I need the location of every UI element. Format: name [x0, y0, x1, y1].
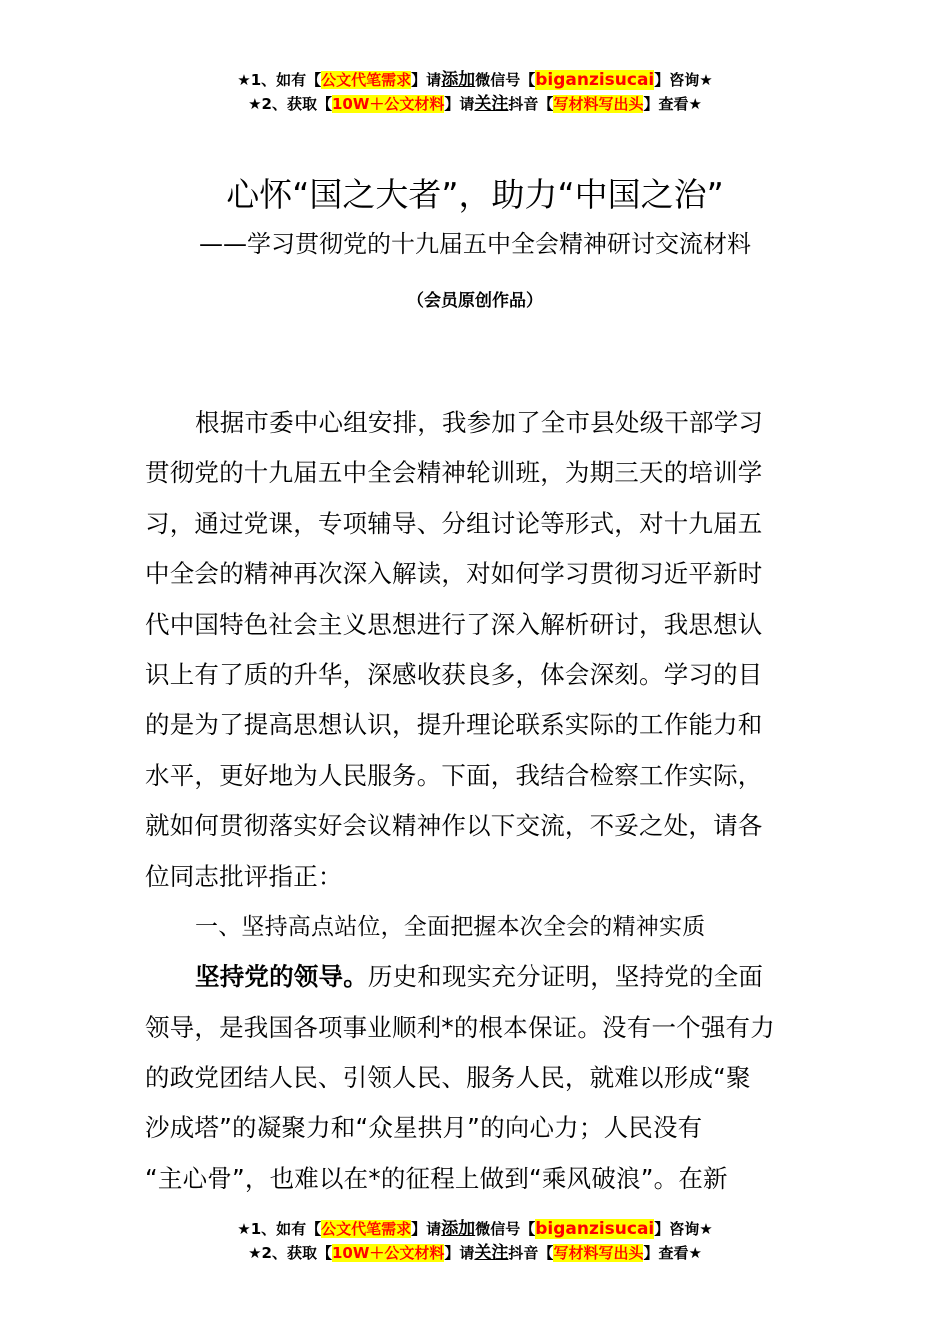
paragraph-line — [145, 952, 807, 1002]
section-heading: 一、坚持高点站位，全面把握本次全会的精神实质 — [195, 913, 706, 940]
banner-text: 微信号【 — [475, 1220, 536, 1238]
banner-underlined: 关注 — [474, 1243, 509, 1263]
paragraph-line: 代中国特色社会主义思想进行了深入解析研讨，我思想认 — [145, 609, 763, 639]
banner-line-1 — [0, 1217, 950, 1241]
banner-text: 微信号【 — [475, 71, 536, 89]
banner-highlight: 写材料写出头 — [553, 1244, 644, 1262]
paragraph-line: 沙成塔”的凝聚力和“众星拱月”的向心力；人民没有 — [145, 1113, 703, 1143]
banner-text: 】请 — [411, 1220, 442, 1238]
banner-text: ★1、如有【 — [237, 71, 322, 89]
banner-underlined: 添加 — [441, 70, 476, 90]
paragraph-line: 贯彻党的十九届五中全会精神轮训班，为期三天的培训学 — [145, 458, 763, 488]
banner-text: 】咨询★ — [654, 71, 713, 89]
author-note: （会员原创作品） — [407, 291, 543, 311]
paragraph-text: 历史和现实充分证明，坚持党的全面 — [367, 962, 764, 992]
paragraph-line: 识上有了质的升华，深感收获良多，体会深刻。学习的目 — [145, 659, 763, 689]
paragraph-line: 中全会的精神再次深入解读，对如何学习贯彻习近平新时 — [145, 559, 763, 589]
paragraph-line: 就如何贯彻落实好会议精神作以下交流，不妥之处，请各 — [145, 811, 763, 841]
document-body — [145, 398, 807, 1204]
paragraph-line: 的是为了提高思想认识，提升理论联系实际的工作能力和 — [145, 710, 763, 740]
banner-highlight: 写材料写出头 — [553, 95, 644, 113]
banner-text: 】请 — [444, 1244, 475, 1262]
banner-line-2 — [0, 1241, 950, 1265]
banner-text: 】请 — [411, 71, 442, 89]
banner-highlight: 公文代笔需求 — [321, 71, 412, 89]
paragraph-line: 习，通过党课，专项辅导、分组讨论等形式，对十九届五 — [145, 508, 763, 538]
banner-text: 】查看★ — [643, 95, 702, 113]
paragraph-line: 水平，更好地为人民服务。下面，我结合检察工作实际， — [145, 760, 763, 790]
banner-highlight: 10W＋公文材料 — [331, 1244, 445, 1262]
banner-line-1 — [0, 68, 950, 92]
paragraph-line: 的政党团结人民、引领人民、服务人民，就难以形成“聚 — [145, 1063, 751, 1093]
banner-text: 抖音【 — [508, 95, 554, 113]
banner-text: 】查看★ — [643, 1244, 702, 1262]
paragraph-line: “主心骨”，也难以在*的征程上做到“乘风破浪”。在新 — [145, 1163, 728, 1193]
banner-highlight: 10W＋公文材料 — [331, 95, 445, 113]
banner-highlight: biganzisucai — [535, 70, 655, 90]
paragraph-line: 领导，是我国各项事业顺利*的根本保证。没有一个强有力 — [145, 1012, 775, 1042]
banner-underlined: 关注 — [474, 94, 509, 114]
header-banner — [0, 68, 950, 116]
banner-highlight: 公文代笔需求 — [321, 1220, 412, 1238]
banner-text: ★2、获取【 — [248, 95, 332, 113]
banner-text: 】咨询★ — [654, 1220, 713, 1238]
banner-line-2 — [0, 92, 950, 116]
banner-underlined: 添加 — [441, 1219, 476, 1239]
document-subtitle: ——学习贯彻党的十九届五中全会精神研讨交流材料 — [199, 230, 751, 258]
paragraph-line: 位同志批评指正： — [145, 861, 343, 891]
footer-banner — [0, 1217, 950, 1265]
banner-text: ★2、获取【 — [248, 1244, 332, 1262]
banner-text: ★1、如有【 — [237, 1220, 322, 1238]
banner-text: 】请 — [444, 95, 475, 113]
banner-text: 抖音【 — [508, 1244, 554, 1262]
document-title: 心怀“国之大者”，助力“中国之治” — [226, 175, 724, 214]
paragraph-line: 根据市委中心组安排，我参加了全市县处级干部学习 — [195, 408, 764, 437]
bold-lead: 坚持党的领导。 — [195, 962, 368, 992]
banner-highlight: biganzisucai — [535, 1219, 655, 1239]
